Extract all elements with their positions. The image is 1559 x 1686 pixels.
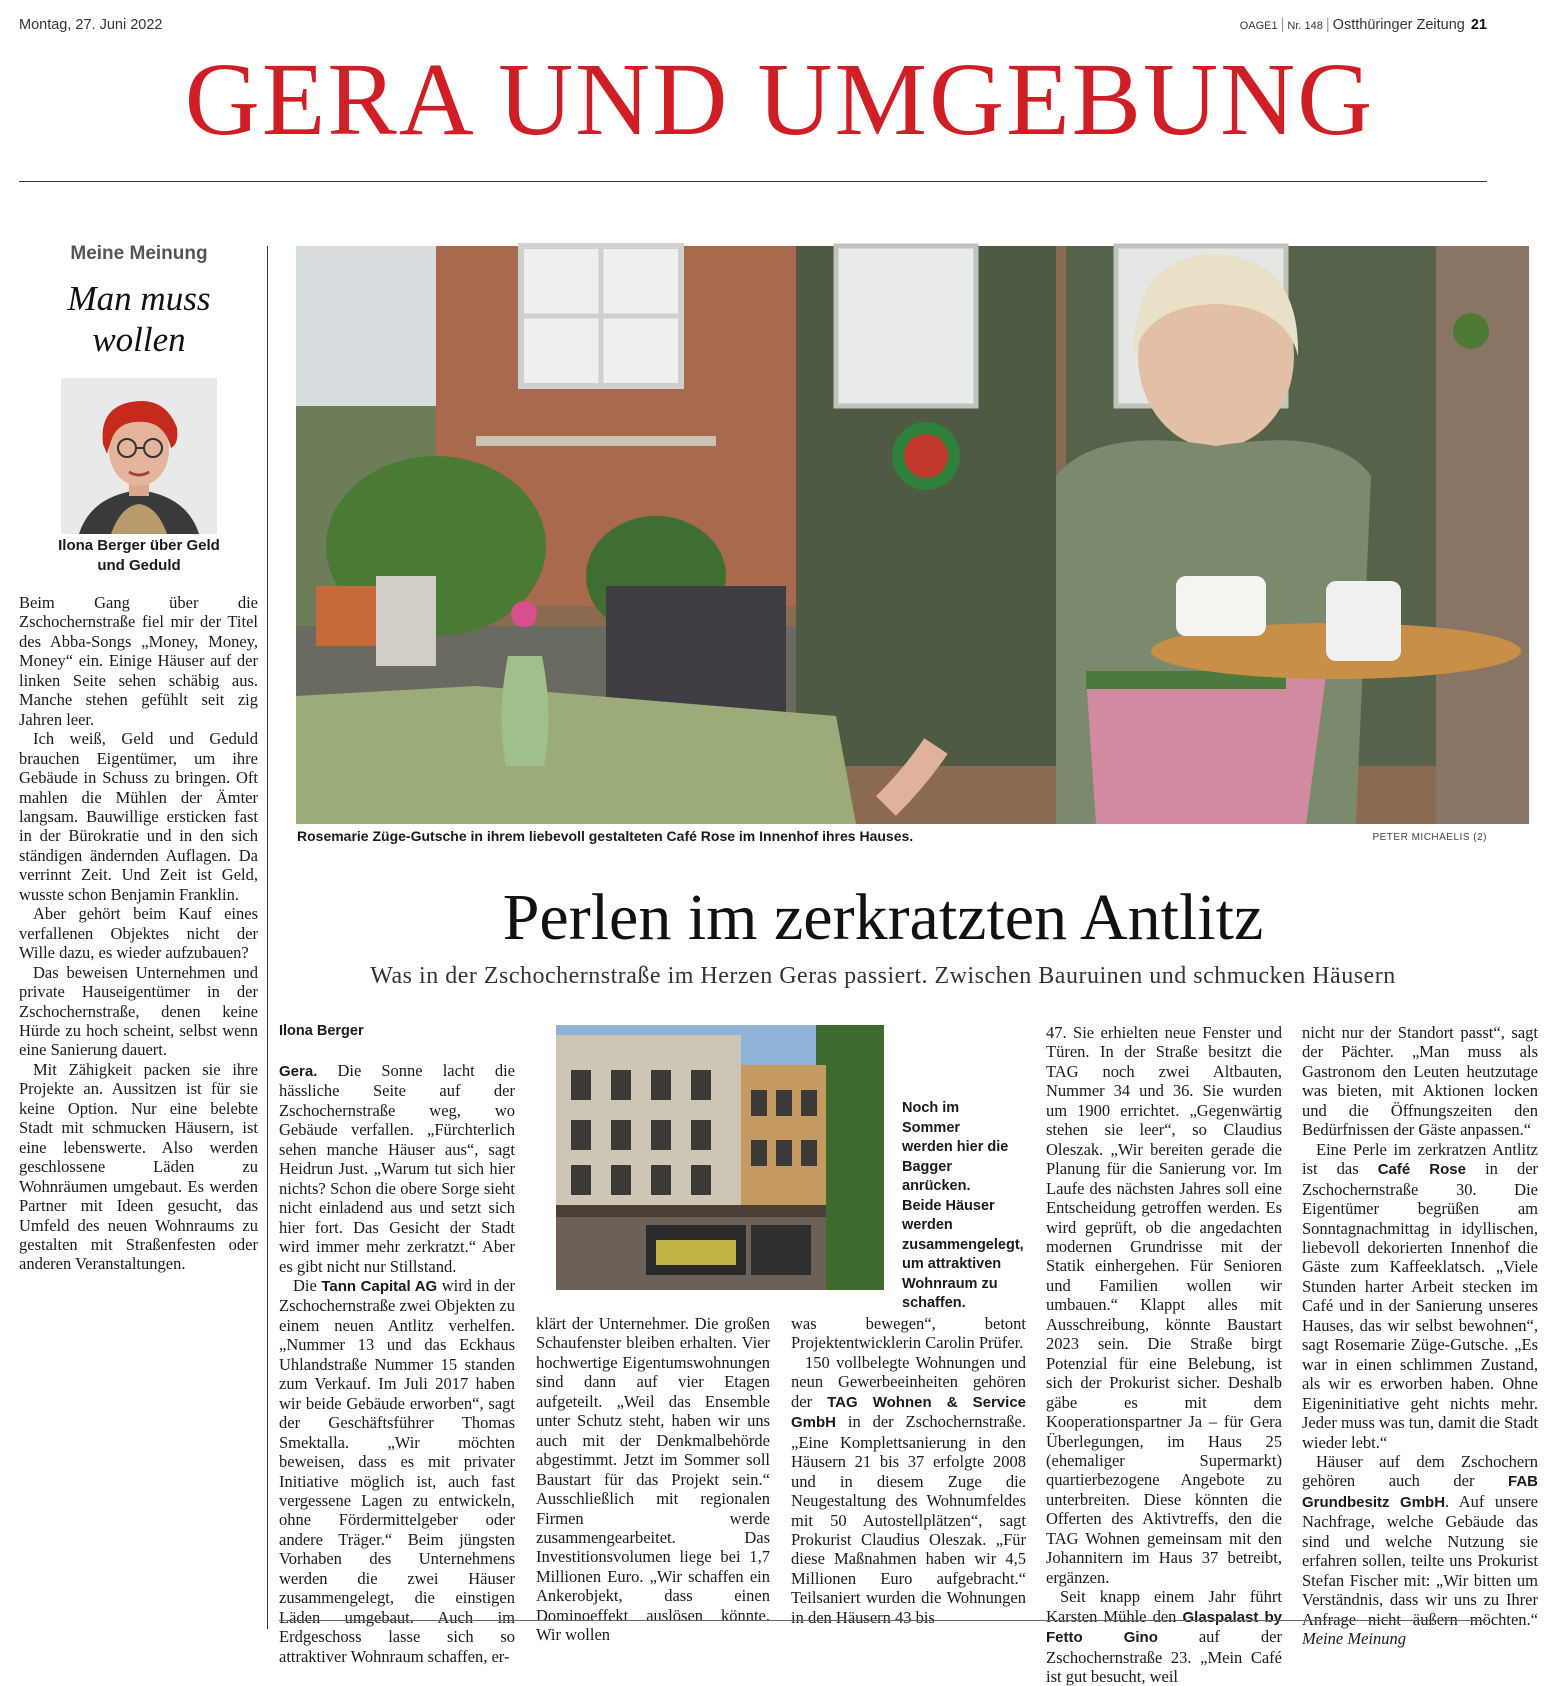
commentary-body [19,593,258,1274]
commentary-author: Ilona Berger über Geld und Geduld [58,537,220,574]
company-name: Glaspalast by Fetto Gino [1046,1608,1283,1647]
page-number: 21 [1470,17,1487,33]
article-subheadline: Was in der Zschochernstraße im Herzen Geras passiert. Zwischen Bauruinen und schmucken Häusern [370,963,1396,989]
newspaper-name: Ostthüringer Zeitung [1332,17,1465,33]
page-info: OAGE1 | Nr. 148 | Ostthüringer Zeitung 21 [1239,17,1487,33]
commentary-paragraph: Beim Gang über die Zschochernstraße fiel mir der Titel des Abba-Songs „Money, Money, Money“ ein. Einige Häuser auf der linken Seite sehen schäbig aus. Manche stehen gefühlt seit zig Jahren leer. [19,593,258,729]
commentary-title: Man muss wollen [67,279,211,359]
commentary-paragraph: Das beweisen Unternehmen und private Hauseigentümer in der Zschochernstraße, denen keine Hürde zu hoch scheint, selbst wenn eine Sanierung dauert. [19,962,258,1060]
company-name: FAB Grundbesitz GmbH [1302,1473,1538,1511]
column-divider [267,246,268,1629]
article-paragraph: Die Tann Capital AG wird in der Zschochernstraße zwei Objekten zu einem neuen Antlitz verhelfen. „Nummer 13 und das Eckhaus Uhlandstraße Nummer 15 standen zum Verkauf. Im Juli 2017 haben wir beide Gebäude erworben“, sagt der Geschäftsführer Thomas Smektalla. „Wir möchten beweisen, dass es mit privater Initiative möglich ist, auch fast vergessene Lagen zu entwickeln, ohne Fördermittelgeber oder andere Träger.“ Beim jüngsten Vorhaben des Unternehmens werden die zwei Häuser zusammengelegt, die einstigen Läden umgebaut. Auch im Erdgeschoss lasse sich so attraktiver Wohnraum schaffen, er- [279,1275,515,1666]
article-paragraph: klärt der Unternehmer. Die großen Schaufenster bleiben erhalten. Vier hochwertige Eigentumswohnungen sind dann auf vier Etagen aufgeteilt. „Weil das Ensemble unter Schutz steht, haben wir uns auch mit der Denkmalbehörde abgestimmt. Jetzt im Sommer soll Baustart für das Projekt sein.“ Ausschließlich mit regionalen Firmen werde zusammengearbeitet. Das Investitionsvolumen liege bei 1,7 Millionen Euro. „Wir schaffen ein Ankerobjekt, dass einen Dominoeffekt auslösen könnte. Wir wollen [536,1314,770,1645]
photo-credit: PETER MICHAELIS (2) [1372,832,1487,843]
article-paragraph: Häuser auf dem Zschochern gehören auch der FAB Grundbesitz GmbH. Auf unsere Nachfrage, welche Gebäude das sind und welche Nutzung sie erfahren sollen, teilte uns Prokurist Stefan Fischer mit: „Wir bitten um Verständnis, dass wir uns zu Ihrer Anfrage nicht äußern möchten.“ Meine Meinung [1302,1451,1538,1649]
dateline: Gera. [279,1063,318,1080]
article-paragraph: 150 vollbelegte Wohnungen und neun Gewerbeeinheiten gehören der TAG Wohnen & Service GmbH in der Zschochernstraße. „Eine Komplettsanierung in den Häusern 21 bis 37 erfolgte 2008 und in diesem Zuge die Neugestaltung des Wohnumfeldes mit 50 Autostellplätzen“, sagt Prokurist Claudius Oleszak. „Für diese Maßnahmen haben wir 4,5 Millionen Euro aufgebracht.“ Teilsaniert wurden die Wohnungen in den Häusern 43 bis [791,1352,1027,1627]
edition-code: OAGE1 [1239,20,1278,32]
article-byline: Ilona Berger [279,1023,364,1039]
masthead-divider [19,181,1487,182]
article-paragraph: was bewegen“, betont Projektentwicklerin Carolin Prüfer. [791,1314,1026,1353]
commentary-kicker: Meine Meinung [70,243,208,264]
article-headline: Perlen im zerkratzten Antlitz [502,881,1264,954]
article-column-2 [536,1314,770,1645]
section-title: GERA UND UMGEBUNG [184,42,1375,157]
article-paragraph: Gera. Die Sonne lacht die hässliche Seite auf der Zschochernstraße weg, wo Gebäude verfallen. „Fürchterlich sehen manche Häuser aus“, sagt Heidrun Just. „Warum tut sich hier nichts? Schon die obere Sorge sieht nicht einladend aus und setzt sich hier fort. Das Gesicht der Stadt wird immer mehr zerkratzt.“ Aber es gibt nicht nur Stillstand. [279,1061,516,1276]
article-column-3 [791,1314,1026,1627]
commentary-paragraph: Aber gehört beim Kauf eines verfallenen Objektes nicht der Wille dazu, es wieder aufzubauen? [19,904,258,963]
commentary-reference: Meine Meinung [1302,1629,1407,1649]
article-column-4 [1046,1023,1282,1686]
company-name: Tann Capital AG [321,1277,438,1295]
article-column-5 [1302,1023,1538,1649]
company-name: Café Rose [1377,1161,1466,1179]
main-photo-caption: Rosemarie Züge-Gutsche in ihrem liebevoll gestalteten Café Rose im Innenhof ihres Hauses. [297,828,914,844]
house-photo [556,1025,884,1290]
cafe-photo [296,246,1529,824]
house-photo-caption: Noch im Sommer werden hier die Bagger anrücken. Beide Häuser werden zusammengelegt, um attraktiven Wohnraum zu schaffen. [902,1100,1024,1311]
issue-date: Montag, 27. Juni 2022 [19,17,163,33]
article-paragraph: Eine Perle im zerkratzen Antlitz ist das Café Rose in der Zschochernstraße 30. Die Eigentümer begrüßen am Sonntagnachmittag in idyllischen, liebevoll dekorierten Innenhof die Gäste zum Kaffeeklatsch. „Viele Stunden harter Arbeit stecken im Café und in der Sanierung unseres Hauses, das wir selbst bewohnen“, sagt Rosemarie Züge-Gutsche. „Es war in einen schlimmen Zustand, als wir es erworben haben. Ohne Eigeninitiative geht nichts mehr. Jeder muss was tun, damit die Stadt wieder lebt.“ [1302,1139,1539,1452]
commentary-paragraph: Ich weiß, Geld und Geduld brauchen Eigentümer, um ihre Gebäude in Schuss zu bringen. Oft mahlen die Mühlen der Ämter langsam. Bauwillige ersticken fast in der Bürokratie und in den sich ständigen ändernden Auflagen. Da verrinnt Zeit. Und Zeit ist Geld, wusste schon Benjamin Franklin. [19,729,258,904]
article-paragraph: 47. Sie erhielten neue Fenster und Türen. In der Straße besitzt die TAG noch zwei Altbauten, Nummer 34 und 36. Sie wurden um 1900 errichtet. „Gegenwärtig stehen sie leer“, so Claudius Oleszak. „Wir bereiten gerade die Planung für die Sanierung vor. Im Laufe des nächsten Jahres soll eine Entscheidung getroffen werden. Es wird geprüft, ob die angedachten modernen Grundrisse mit der Statik einhergehen. Für Senioren und Familien wollen wir umbauen.“ Klappt alles mit Ausschreibung, könnte Baustart 2023 sein. Die Straße birgt Potenzial für eine Belebung, ist sich der Prokurist sicher. Deshalb gäbe es mit dem Kooperationspartner Ja – für Gera Überlegungen, im Haus 25 (ehemaliger Supermarkt) quartierbezogene Angebote zu unterbreiten. Diese könnten die Offerten des Aktivtreffs, den die TAG Wohnen gemeinsam mit den Johannitern im Haus 37 betreibt, ergänzen. [1046,1023,1282,1587]
author-portrait [61,378,217,534]
company-name: TAG Wohnen & Service GmbH [791,1393,1026,1432]
article-paragraph: nicht nur der Standort passt“, sagt der Pächter. „Man muss als Gastronom den Leuten heutzutage was bieten, mit Aktionen locken und die Öffnungszeiten den Bedürfnissen der Gäste anpassen.“ [1302,1023,1538,1140]
commentary-paragraph: Mit Zähigkeit packen sie ihre Projekte an. Aussitzen ist für sie keine Option. Nur eine belebte Stadt mit schmucken Häusern, ist eine lebenswerte. Also werden geschlossene Läden zu Wohnräumen umgebaut. Es werden Partner mit Ideen gesucht, das Umfeld des neuen Wohnraums zu gestalten mit Straßenfesten oder anderen Veranstaltungen. [19,1059,258,1274]
article-paragraph: Seit knapp einem Jahr führt Karsten Mühle den Glaspalast by Fetto Gino auf der Zschochernstraße 23. „Mein Café ist gut besucht, weil [1046,1587,1283,1686]
article-column-1 [279,1061,515,1666]
issue-number: Nr. 148 [1287,20,1323,32]
bottom-divider [279,1620,1487,1621]
